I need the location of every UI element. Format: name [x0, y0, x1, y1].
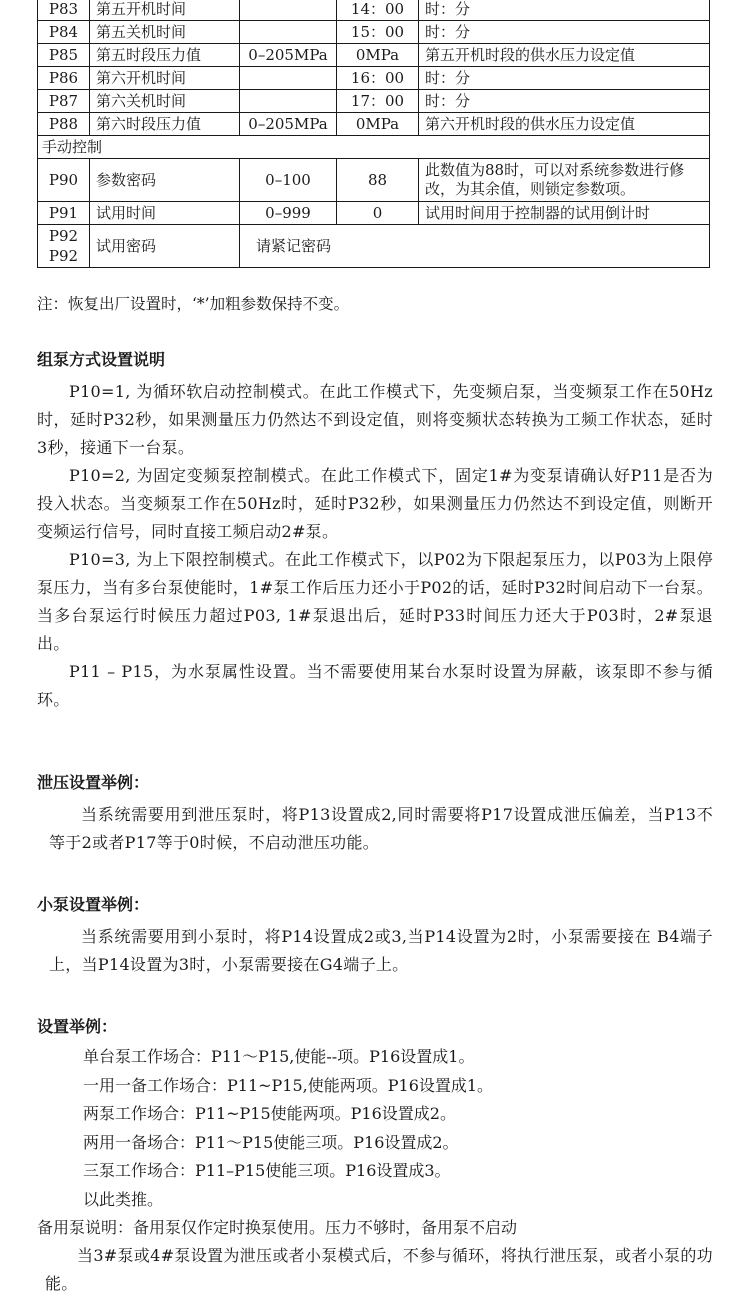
examples-heading: 设置举例：: [37, 1017, 118, 1036]
standby-detail: 当3#泵或4#泵设置为泄压或者小泵模式后，不参与循环，将执行泄压泵，或者小泵的功能。: [45, 1246, 713, 1293]
param-name: 试用时间: [90, 202, 240, 225]
param-code: P88: [38, 113, 90, 136]
group-mode-heading: 组泵方式设置说明: [37, 350, 166, 369]
param-code: P91: [38, 202, 90, 225]
param-default: 16：00: [337, 67, 419, 90]
section-manual-control: 手动控制: [38, 136, 710, 159]
param-range: [240, 90, 337, 113]
table-row: [38, 225, 710, 268]
param-note: 第六开机时段的供水压力设定值: [419, 113, 710, 136]
param-range: 请紧记密码: [240, 225, 710, 268]
standby-note: 备用泵说明：备用泵仅作定时换泵使用。压力不够时，备用泵不启动: [37, 1218, 518, 1237]
table-row: [38, 90, 710, 113]
table-row: [38, 21, 710, 44]
param-name: 第五时段压力值: [90, 44, 240, 67]
param-note: 试用时间用于控制器的试用倒计时: [419, 202, 710, 225]
param-note: 此数值为88时，可以对系统参数进行修改，为其余值，则锁定参数项。: [419, 159, 710, 202]
table-footnote: 注：恢复出厂设置时，‘*’加粗参数保持不变。: [37, 295, 350, 313]
group-mode-p3: P10=3, 为上下限控制模式。在此工作模式下，以P02为下限起泵压力，以P03为上限停泵压力，当有多台泵使能时，1#泵工作后压力还小于P02的话，延时P32时间启动下一台泵。当多台泵运行时候压力超过P03, 1#泵退出后，延时P33时间压力还大于P03时，2#泵退出。: [37, 550, 713, 653]
param-default: 0MPa: [337, 44, 419, 67]
group-mode-p2: P10=2, 为固定变频泵控制模式。在此工作模式下，固定1#为变泵请确认好P11是否为投入状态。当变频泵工作在50Hz时，延时P32秒，如果测量压力仍然达不到设定值，则断开变频运行信号，同时直接工频启动2#泵。: [37, 466, 713, 541]
param-code: P83: [38, 0, 90, 21]
param-code-b: P92: [48, 247, 79, 265]
table-row: [38, 44, 710, 67]
table-row: [38, 159, 710, 202]
param-code: P87: [38, 90, 90, 113]
param-default: 17：00: [337, 90, 419, 113]
param-default: 15：00: [337, 21, 419, 44]
param-note: 第五开机时段的供水压力设定值: [419, 44, 710, 67]
relief-heading: 泄压设置举例：: [37, 773, 150, 792]
param-code: P86: [38, 67, 90, 90]
table-row: [38, 113, 710, 136]
param-note: 时：分: [419, 0, 710, 21]
param-name: 第六关机时间: [90, 90, 240, 113]
example-item: 单台泵工作场合：P11～P15,使能--项。P16设置成1。: [83, 1047, 475, 1066]
example-item: 以此类推。: [83, 1189, 164, 1209]
param-code: P85: [38, 44, 90, 67]
example-item: 一用一备工作场合：P11~P15,使能两项。P16设置成1。: [83, 1075, 494, 1095]
group-mode-section: [37, 346, 713, 714]
relief-p1: 当系统需要用到泄压泵时，将P13设置成2,同时需要将P17设置成泄压偏差，当P13不等于2或者P17等于0时候，不启动泄压功能。: [49, 805, 713, 852]
param-code: [38, 225, 90, 268]
example-item: 两用一备场合：P11～P15使能三项。P16设置成2。: [83, 1132, 459, 1152]
param-name: 第六时段压力值: [90, 113, 240, 136]
table-section-row: [38, 136, 710, 159]
example-item: 三泵工作场合：P11–P15使能三项。P16设置成3。: [83, 1161, 451, 1180]
param-note: 时：分: [419, 21, 710, 44]
param-note: 时：分: [419, 90, 710, 113]
param-range: [240, 21, 337, 44]
param-range: 0–205MPa: [240, 113, 337, 136]
param-range: [240, 67, 337, 90]
param-range: 0–100: [240, 159, 337, 202]
param-range: 0–205MPa: [240, 44, 337, 67]
parameter-table: [37, 0, 710, 268]
group-mode-p1: P10=1, 为循环软启动控制模式。在此工作模式下，先变频启泵，当变频泵工作在50Hz时，延时P32秒，如果测量压力仍然达不到设定值，则将变频状态转换为工频工作状态，延时3秒，接通下一台泵。: [37, 382, 713, 457]
examples-section: [37, 1013, 713, 1298]
small-pump-heading: 小泵设置举例：: [37, 895, 150, 914]
small-pump-section: [37, 891, 713, 979]
param-default: 14：00: [337, 0, 419, 21]
param-default: 0MPa: [337, 113, 419, 136]
param-range: [240, 0, 337, 21]
param-name: 参数密码: [90, 159, 240, 202]
group-mode-p4: P11 – P15，为水泵属性设置。当不需要使用某台水泵时设置为屏蔽，该泵即不参与循环。: [37, 662, 713, 709]
param-default: 0: [337, 202, 419, 225]
param-code: P90: [38, 159, 90, 202]
param-name: 试用密码: [90, 225, 240, 268]
param-code-a: P92: [48, 227, 79, 245]
relief-section: [37, 769, 713, 857]
table-row: [38, 67, 710, 90]
param-name: 第六开机时间: [90, 67, 240, 90]
param-code: P84: [38, 21, 90, 44]
param-name: 第五开机时间: [90, 0, 240, 21]
param-name: 第五关机时间: [90, 21, 240, 44]
param-default: 88: [337, 159, 419, 202]
param-range: 0–999: [240, 202, 337, 225]
table-row: [38, 0, 710, 21]
example-item: 两泵工作场合：P11~P15使能两项。P16设置成2。: [83, 1104, 456, 1123]
small-pump-p1: 当系统需要用到小泵时，将P14设置成2或3,当P14设置为2时，小泵需要接在 B4端子上，当P14设置为3时，小泵需要接在G4端子上。: [49, 927, 713, 974]
param-note: 时：分: [419, 67, 710, 90]
table-row: [38, 202, 710, 225]
